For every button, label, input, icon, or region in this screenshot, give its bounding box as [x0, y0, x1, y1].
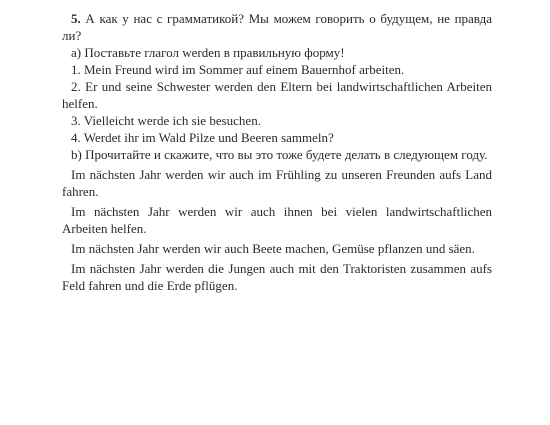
sentence-3: 3. Vielleicht werde ich sie besuchen.	[71, 113, 261, 128]
answer-4: Im nächsten Jahr werden die Jungen auch mit den Traktoristen zusammen aufs Feld fahren und die Erde pflügen.	[62, 261, 492, 293]
answer-1: Im nächsten Jahr werden wir auch im Frühling zu unseren Freunden aufs Land fahren.	[62, 167, 492, 199]
exercise-page	[62, 10, 492, 294]
exercise-prompt	[62, 10, 492, 44]
sentence-2: 2. Er und seine Schwester werden den Eltern bei landwirtschaftlichen Arbeiten helfen.	[62, 79, 492, 111]
exercise-number: 5.	[71, 11, 81, 26]
sentence-list	[62, 61, 492, 146]
answer-3: Im nächsten Jahr werden wir auch Beete machen, Gemüse pflanzen und säen.	[71, 241, 475, 256]
answer-2: Im nächsten Jahr werden wir auch ihnen bei vielen landwirtschaftlichen Arbeiten helfen.	[62, 204, 492, 236]
exercise-prompt-text: А как у нас с грамматикой? Мы можем говорить о будущем, не правда ли?	[62, 11, 493, 43]
sentence-4: 4. Werdet ihr im Wald Pilze und Beeren sammeln?	[71, 130, 334, 145]
answer-list	[62, 166, 492, 294]
task-b-instruction: b) Прочитайте и скажите, что вы это тоже будете делать в следующем году.	[71, 147, 488, 162]
sentence-1: 1. Mein Freund wird im Sommer auf einem Bauernhof arbeiten.	[71, 62, 405, 77]
task-a-instruction: а) Поставьте глагол werden в правильную форму!	[71, 45, 345, 60]
